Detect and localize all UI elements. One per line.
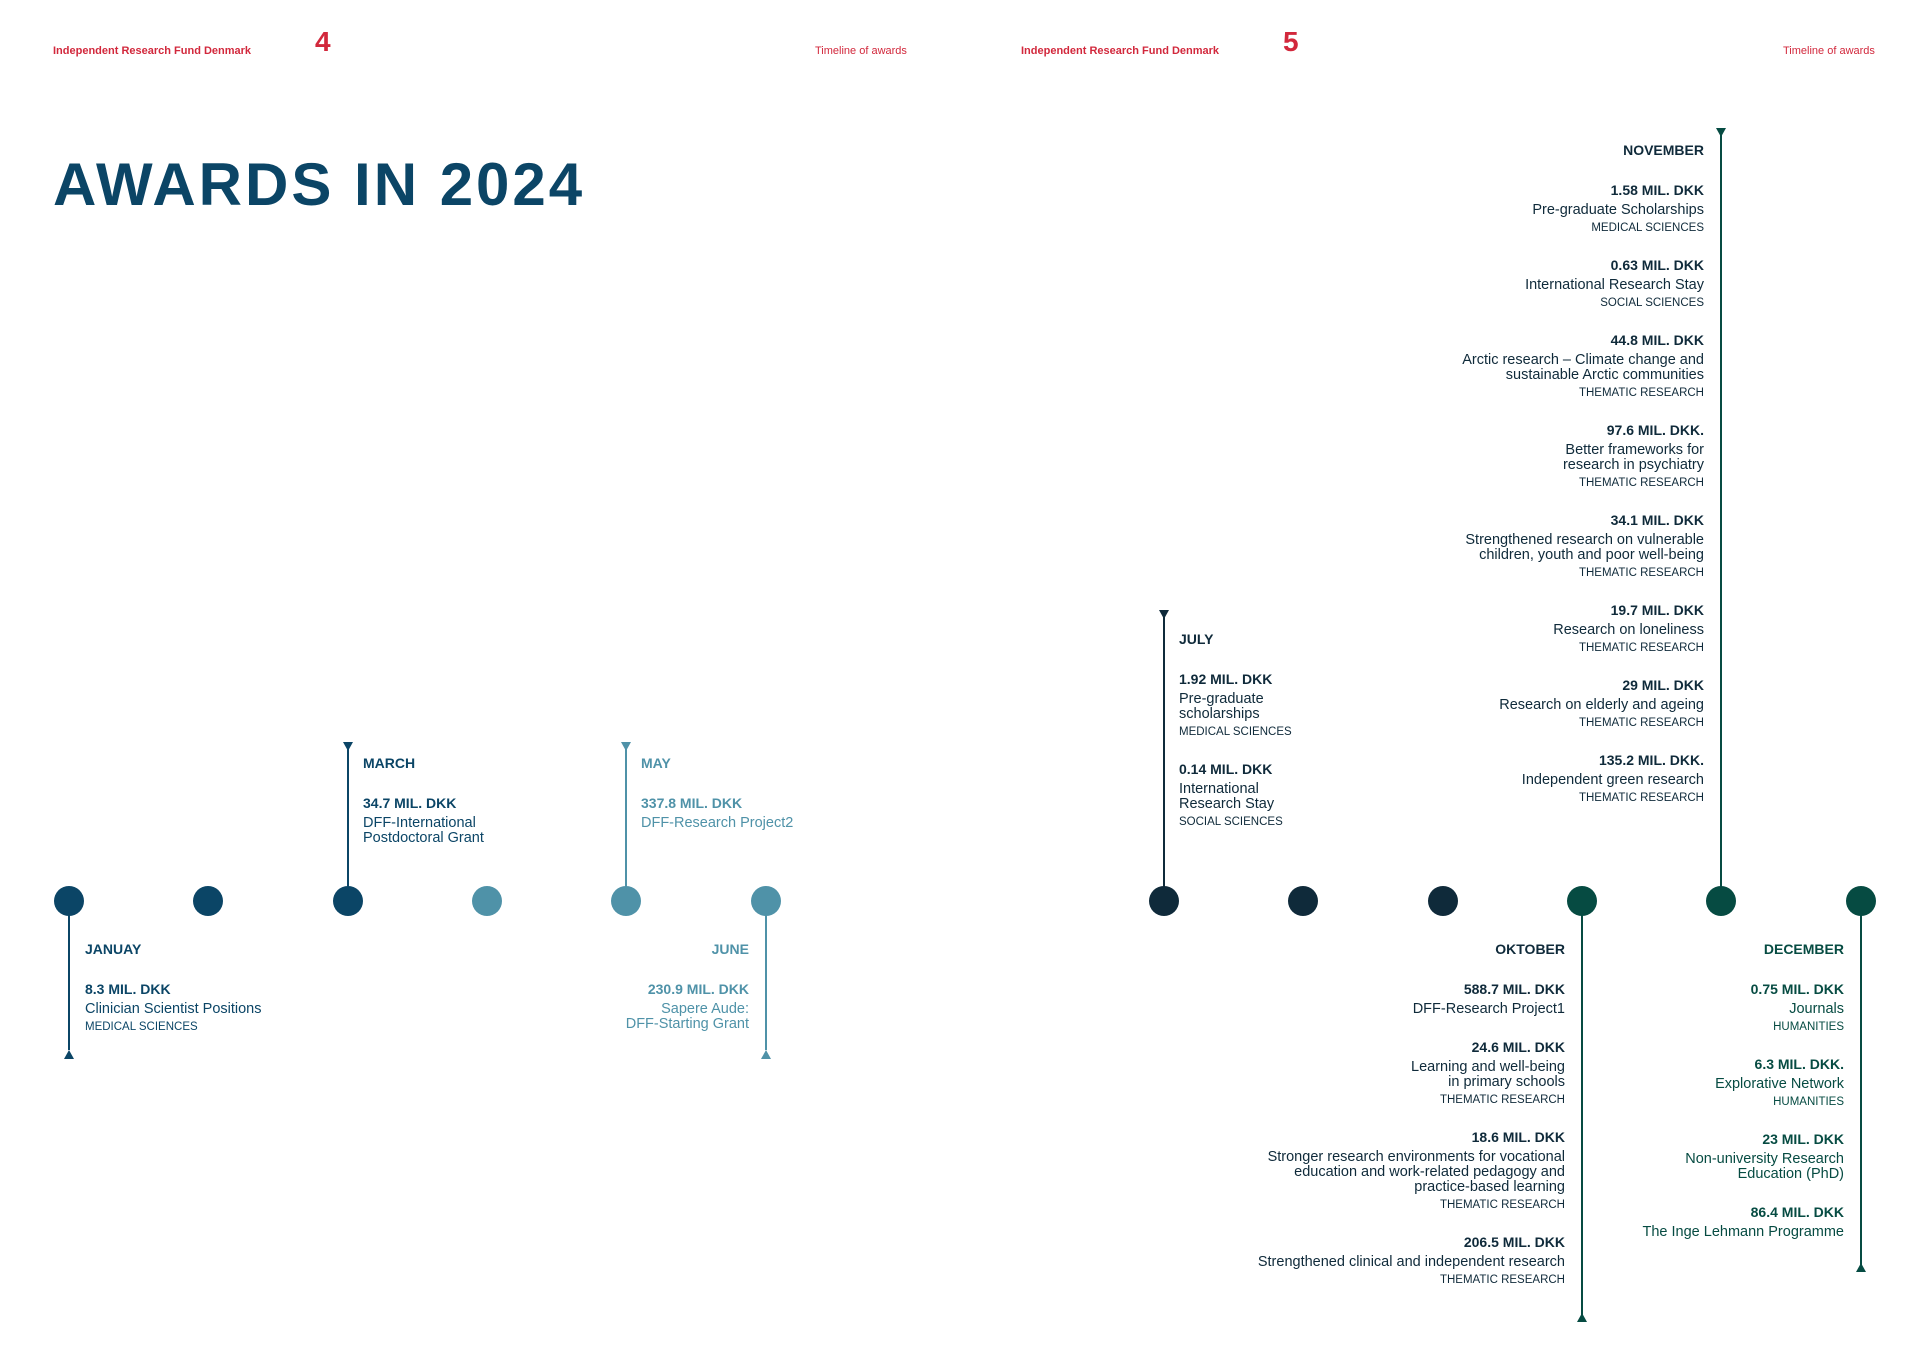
month-block-june (549, 942, 749, 1055)
award-amount: 206.5 MIL. DKK (1463, 1234, 1565, 1250)
award-amount: 0.63 MIL. DKK (1610, 257, 1704, 273)
timeline-dot-july (1149, 886, 1179, 916)
award-amount: 24.6 MIL. DKK (1471, 1039, 1565, 1055)
header-org-left: Independent Research Fund Denmark (53, 45, 252, 57)
award-item (1594, 1057, 1844, 1109)
timeline-dot-august (1288, 886, 1318, 916)
award-category: THEMATIC RESEARCH (1439, 1094, 1565, 1106)
month-label: NOVEMBER (1623, 142, 1704, 158)
award-item (1334, 333, 1704, 400)
award-category: THEMATIC RESEARCH (1578, 717, 1704, 729)
month-label: OKTOBER (1495, 941, 1565, 957)
award-name: Pre-graduate Scholarships (1532, 202, 1704, 218)
header-section-left: Timeline of awards (815, 45, 907, 57)
award-category: THEMATIC RESEARCH (1578, 642, 1704, 654)
award-name: Clinician Scientist Positions (85, 1001, 262, 1017)
award-name: Stronger research environments for vocational education and work-related pedagogy and practice-based learning (1267, 1149, 1565, 1195)
award-item (1334, 678, 1704, 730)
connector-june (765, 900, 767, 1050)
month-label: MARCH (363, 755, 416, 771)
award-name: Non-university Research Education (PhD) (1685, 1151, 1844, 1182)
award-amount: 230.9 MIL. DKK (647, 981, 749, 997)
page-number-right: 5 (1283, 26, 1299, 57)
connector-cap-may (621, 742, 631, 751)
header-section-right: Timeline of awards (1783, 45, 1875, 57)
connector-march (347, 748, 349, 888)
month-label: MAY (641, 755, 671, 771)
award-name: Journals (1789, 1001, 1844, 1017)
month-block-may (641, 756, 901, 854)
month-label: JANUAY (85, 941, 142, 957)
month-block-november (1334, 143, 1704, 828)
award-name: Better frameworks for research in psychiatry (1562, 442, 1704, 473)
month-label: DECEMBER (1763, 941, 1844, 957)
connector-cap-june (761, 1050, 771, 1059)
award-amount: 337.8 MIL. DKK (641, 795, 743, 811)
award-category: THEMATIC RESEARCH (1439, 1199, 1565, 1211)
award-item (1165, 982, 1565, 1017)
award-name: The Inge Lehmann Programme (1642, 1224, 1844, 1240)
award-category: THEMATIC RESEARCH (1578, 792, 1704, 804)
award-amount: 19.7 MIL. DKK (1610, 602, 1704, 618)
award-category: THEMATIC RESEARCH (1439, 1274, 1565, 1286)
award-category: MEDICAL SCIENCES (1591, 222, 1704, 234)
award-item (1334, 423, 1704, 490)
award-name: Independent green research (1521, 772, 1704, 788)
award-name: Explorative Network (1715, 1076, 1844, 1092)
month-block-oktober (1165, 942, 1565, 1310)
award-amount: 135.2 MIL. DKK. (1598, 752, 1704, 768)
award-name: Strengthened research on vulnerable children, youth and poor well-being (1465, 532, 1704, 563)
award-amount: 86.4 MIL. DKK (1750, 1204, 1844, 1220)
award-item (1334, 603, 1704, 655)
award-item (1165, 1040, 1565, 1107)
award-item (1594, 1205, 1844, 1240)
award-item (1165, 1130, 1565, 1212)
award-category: HUMANITIES (1773, 1096, 1844, 1108)
award-amount: 1.58 MIL. DKK (1610, 182, 1704, 198)
connector-november (1720, 134, 1722, 888)
award-amount: 588.7 MIL. DKK (1463, 981, 1565, 997)
award-name: DFF-Research Project1 (1412, 1001, 1565, 1017)
award-item (1334, 258, 1704, 310)
award-amount: 34.1 MIL. DKK (1610, 512, 1704, 528)
award-name: DFF-Research Project2 (641, 815, 794, 831)
connector-cap-july (1159, 610, 1169, 619)
award-item (1165, 1235, 1565, 1287)
month-label: JUNE (711, 941, 749, 957)
award-item (1334, 753, 1704, 805)
connector-cap-oktober (1577, 1313, 1587, 1322)
month-block-march (363, 756, 623, 869)
timeline-dot-may (611, 886, 641, 916)
header-org-right: Independent Research Fund Denmark (1021, 45, 1220, 57)
award-amount: 23 MIL. DKK (1762, 1131, 1844, 1147)
page-number-left: 4 (315, 26, 331, 57)
award-name: DFF-International Postdoctoral Grant (363, 815, 484, 846)
award-name: Learning and well-being in primary schools (1411, 1059, 1565, 1090)
timeline-dot-november (1706, 886, 1736, 916)
award-item (85, 982, 345, 1034)
award-amount: 6.3 MIL. DKK. (1754, 1056, 1844, 1072)
award-amount: 34.7 MIL. DKK (363, 795, 457, 811)
award-amount: 18.6 MIL. DKK (1471, 1129, 1565, 1145)
award-amount: 0.14 MIL. DKK (1179, 761, 1273, 777)
award-item (363, 796, 623, 846)
award-amount: 0.75 MIL. DKK (1750, 981, 1844, 997)
award-category: THEMATIC RESEARCH (1578, 477, 1704, 489)
timeline-dot-march (333, 886, 363, 916)
award-amount: 29 MIL. DKK (1622, 677, 1704, 693)
award-item (641, 796, 901, 831)
award-amount: 1.92 MIL. DKK (1179, 671, 1273, 687)
award-name: Research on loneliness (1553, 622, 1704, 638)
award-name: Pre-graduate scholarships (1179, 691, 1264, 722)
connector-oktober (1581, 900, 1583, 1315)
connector-cap-january (64, 1050, 74, 1059)
award-item (1334, 513, 1704, 580)
award-item (1594, 982, 1844, 1034)
award-amount: 97.6 MIL. DKK. (1606, 422, 1704, 438)
timeline-dot-april (472, 886, 502, 916)
connector-cap-march (343, 742, 353, 751)
timeline-dot-february (193, 886, 223, 916)
connector-july (1163, 616, 1165, 888)
award-name: International Research Stay (1525, 277, 1704, 293)
award-category: MEDICAL SCIENCES (1179, 726, 1292, 738)
connector-december (1860, 900, 1862, 1265)
month-block-december (1594, 942, 1844, 1263)
connector-january (68, 900, 70, 1050)
award-amount: 44.8 MIL. DKK (1610, 332, 1704, 348)
connector-cap-december (1856, 1263, 1866, 1272)
award-name: Sapere Aude: DFF-Starting Grant (625, 1001, 749, 1032)
award-item (1334, 183, 1704, 235)
award-category: THEMATIC RESEARCH (1578, 567, 1704, 579)
award-name: Strengthened clinical and independent research (1257, 1254, 1565, 1270)
month-label: JULY (1179, 631, 1214, 647)
award-category: SOCIAL SCIENCES (1179, 816, 1283, 828)
award-category: MEDICAL SCIENCES (85, 1021, 198, 1033)
connector-cap-november (1716, 128, 1726, 137)
award-item (1594, 1132, 1844, 1182)
award-category: THEMATIC RESEARCH (1578, 387, 1704, 399)
award-category: HUMANITIES (1773, 1021, 1844, 1033)
connector-may (625, 748, 627, 888)
award-amount: 8.3 MIL. DKK (85, 981, 171, 997)
award-name: Arctic research – Climate change and sustainable Arctic communities (1462, 352, 1704, 383)
award-name: Research on elderly and ageing (1499, 697, 1704, 713)
timeline-dot-september (1428, 886, 1458, 916)
award-category: SOCIAL SCIENCES (1600, 297, 1704, 309)
page-title: AWARDS IN 2024 (53, 151, 586, 218)
month-block-january (85, 942, 345, 1057)
award-item (549, 982, 749, 1032)
award-name: International Research Stay (1179, 781, 1275, 812)
